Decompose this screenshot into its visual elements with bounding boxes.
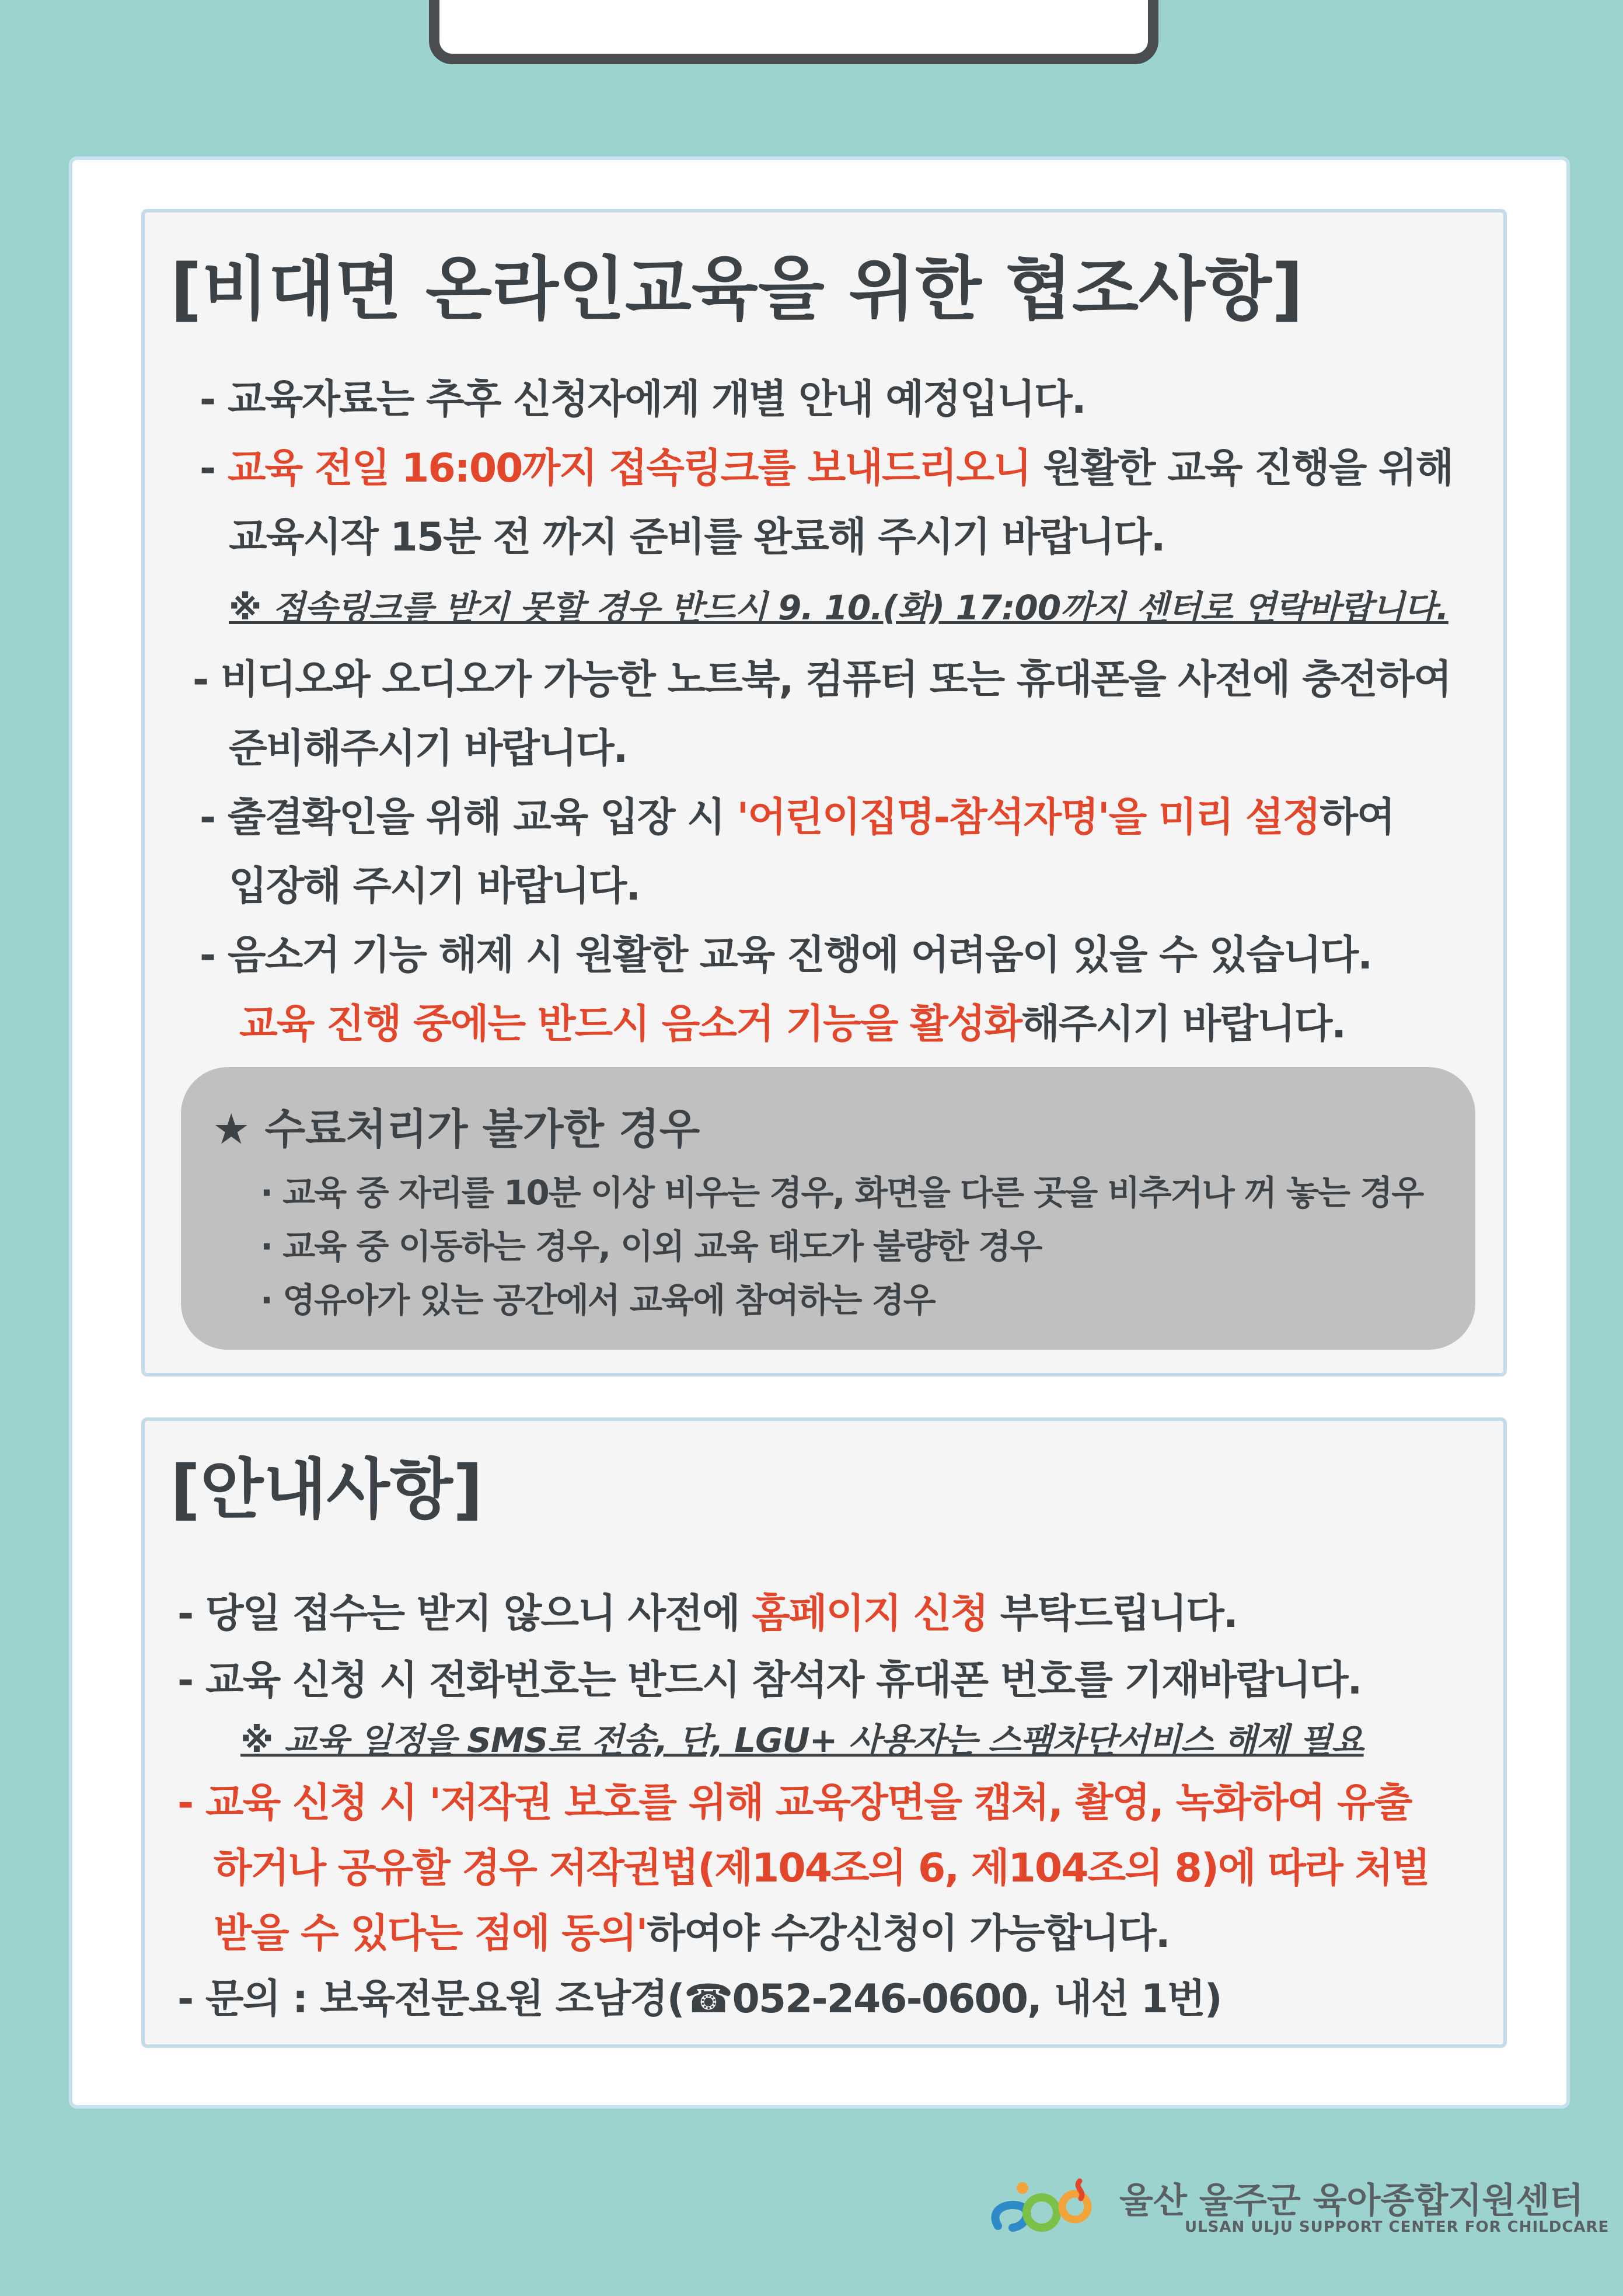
s1-line-8: - 음소거 기능 해제 시 원활한 교육 진행에 어려움이 있을 수 있습니다. [200, 932, 1372, 978]
s1-note-link: ※ 접속링크를 받지 못할 경우 반드시 9. 10.(화) 17:00까지 센터로 연락바랍니다. [229, 588, 1449, 628]
s1-line-7: 입장해 주시기 바랍니다. [229, 863, 640, 910]
non-completion-title: ★ 수료처리가 불가한 경우 [212, 1105, 700, 1154]
center-logo-icon [986, 2170, 1097, 2241]
s1-line-9 [239, 992, 1345, 1049]
center-name-english: ULSAN ULJU SUPPORT CENTER FOR CHILDCARE [1185, 2218, 1610, 2236]
s2-line-5-highlight: 받을 수 있다는 점에 동의' [214, 1911, 647, 1957]
s1-line-2-rest: 원활한 교육 진행을 위해 [1030, 445, 1453, 492]
center-name-korean: 울산 울주군 육아종합지원센터 [1119, 2180, 1584, 2221]
guide-title: [안내사항] [170, 1452, 483, 1528]
s1-line-1: - 교육자료는 추후 신청자에게 개별 안내 예정입니다. [200, 377, 1086, 423]
s1-line-4: - 비디오와 오디오가 가능한 노트북, 컴퓨터 또는 휴대폰을 사전에 충전하여 [193, 657, 1451, 703]
s1-line-3: 교육시작 15분 전 까지 준비를 완료해 주시기 바랍니다. [229, 514, 1165, 560]
s2-line-1-post: 부탁드립니다. [987, 1591, 1237, 1637]
s2-line-3: - 교육 신청 시 '저작권 보호를 위해 교육장면을 캡처, 촬영, 녹화하여 유출 [177, 1780, 1412, 1826]
cooperation-title: [비대면 온라인교육을 위한 협조사항] [170, 249, 1303, 329]
s2-line-4: 하거나 공유할 경우 저작권법(제104조의 6, 제104조의 8)에 따라 처벌 [214, 1845, 1429, 1891]
s2-line-1-pre: - 당일 접수는 받지 않으니 사전에 [177, 1591, 752, 1637]
s2-note-sms: ※ 교육 일정을 SMS로 전송, 단, LGU+ 사용자는 스팸차단서비스 해제 필요 [240, 1720, 1364, 1760]
non-completion-item: · 교육 중 자리를 10분 이상 비우는 경우, 화면을 다른 곳을 비추거나 꺼 놓는 경우 [260, 1173, 1423, 1213]
s2-line-5 [214, 1902, 1170, 1959]
non-completion-item: · 교육 중 이동하는 경우, 이외 교육 태도가 불량한 경우 [260, 1227, 1042, 1266]
s1-line-6-post: 하여 [1320, 795, 1394, 841]
s2-line-1-highlight: 홈페이지 신청 [752, 1591, 988, 1637]
top-tab-frame [429, 0, 1158, 64]
s1-line-6 [200, 786, 1394, 842]
s1-line-9-highlight: 교육 진행 중에는 반드시 음소거 기능을 활성화 [239, 1001, 1022, 1047]
s1-line-5: 준비해주시기 바랍니다. [229, 726, 627, 772]
s1-line-9-post: 해주시기 바랍니다. [1021, 1001, 1346, 1047]
s1-line-6-highlight: '어린이집명-참석자명'을 미리 설정 [737, 795, 1320, 841]
s1-line-6-pre: - 출결확인을 위해 교육 입장 시 [200, 795, 737, 841]
s2-line-2: - 교육 신청 시 전화번호는 반드시 참석자 휴대폰 번호를 기재바랍니다. [177, 1657, 1362, 1703]
s1-line-2-dash: - [200, 445, 228, 492]
s1-line-2 [200, 437, 1453, 493]
non-completion-item: · 영유아가 있는 공간에서 교육에 참여하는 경우 [260, 1280, 935, 1320]
s2-contact-line: - 문의 : 보육전문요원 조남경(☎052-246-0600, 내선 1번) [177, 1976, 1221, 2022]
s1-line-2-highlight: 교육 전일 16:00까지 접속링크를 보내드리오니 [227, 445, 1031, 492]
s2-line-5-post: 하여야 수강신청이 가능합니다. [647, 1911, 1170, 1957]
s2-line-1 [177, 1582, 1237, 1639]
